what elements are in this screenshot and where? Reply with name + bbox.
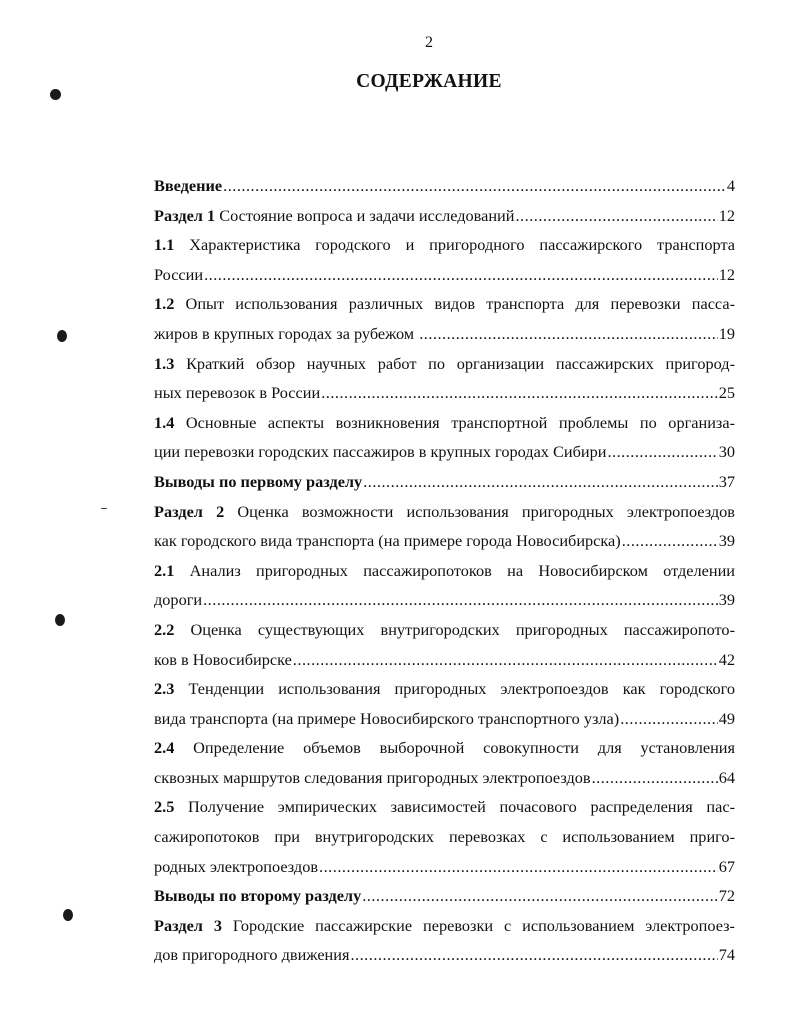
toc-leader [620,704,718,734]
toc-entry-section-1[interactable] [154,201,735,231]
toc-line [154,349,735,379]
toc-line [154,822,735,852]
toc-line [154,260,735,290]
toc-text-cont: ных перевозок в России [154,383,321,403]
toc-text: Тенденции использования пригородных электропоездов как городского [174,679,735,699]
toc-text-cont: дороги [154,590,203,610]
toc-line [154,615,735,645]
toc-leader [350,940,717,970]
toc-number: 2.4 [154,738,175,758]
toc-text: Опыт использования различных видов транспорта для перевозки пасса- [174,294,735,314]
toc-page-number: 39 [718,531,735,551]
toc-leader [204,260,718,290]
toc-line [154,408,735,438]
toc-page-number: 67 [718,856,735,876]
toc-entry-section-2[interactable] [154,497,735,556]
toc-page-number: 49 [718,708,735,728]
toc-page-number: 64 [718,767,735,787]
toc-text: Оценка возможности использования пригородных электропоездов [224,501,735,521]
toc-entry-2-4[interactable] [154,733,735,792]
toc-heading: Выводы по первому разделу [154,471,363,491]
toc-text: Основные аспекты возникновения транспортной проблемы по организа- [174,412,735,432]
toc-leader [321,378,718,408]
toc-page-number: 37 [718,471,735,491]
scan-dot [57,330,67,342]
toc-page-number: 30 [718,442,735,462]
page-number: 2 [425,34,433,51]
toc-entry-1-3[interactable] [154,349,735,408]
toc-number: 1.4 [154,412,175,432]
toc-page-number: 12 [718,205,735,225]
toc-entry-introduction[interactable] [154,171,735,201]
toc-entry-2-2[interactable] [154,615,735,674]
toc-line [154,704,735,734]
toc-text-cont: жиров в крупных городах за рубежом [154,323,419,343]
toc-leader [362,881,718,911]
toc-number: 2.3 [154,679,175,699]
toc-number: 2.2 [154,619,175,639]
toc-line [154,881,735,911]
toc-page-number: 39 [718,590,735,610]
toc-page-number: 4 [726,176,735,195]
toc-line [154,733,735,763]
toc-entry-section-3[interactable] [154,911,735,970]
toc-number: 1.1 [154,235,175,255]
toc-line [154,230,735,260]
toc-line [154,674,735,704]
toc-line [154,171,735,201]
toc-page-number: 72 [718,886,735,906]
toc-line [154,378,735,408]
toc-line [154,645,735,675]
toc-number: Раздел 3 [154,915,222,935]
toc-text-cont: ции перевозки городских пассажиров в крупных городах Сибири [154,442,607,462]
toc-line [154,911,735,941]
toc-text-cont: дов пригородного движения [154,945,350,965]
toc-line [154,497,735,527]
toc-line [154,852,735,882]
toc-entry-1-4[interactable] [154,408,735,467]
toc-text: Состояние вопроса и задачи исследований [215,205,515,225]
toc-text-cont: ков в Новосибирске [154,649,292,669]
toc-number: 2.1 [154,560,175,580]
toc-leader [622,526,718,556]
toc-number: Раздел 2 [154,501,225,521]
toc-text: Характеристика городского и пригородного пассажирского транспорта [174,235,735,255]
toc-text: Определение объемов выборочной совокупности для установления [174,738,735,758]
toc-line [154,201,735,231]
toc-leader [319,852,718,882]
toc-page-number: 25 [718,383,735,403]
toc-leader [419,319,718,349]
toc-page-number: 19 [718,323,735,343]
toc-leader [363,467,718,497]
toc-text-cont: вида транспорта (на примере Новосибирского транспортного узла) [154,708,620,728]
toc-line [154,940,735,970]
page-title: СОДЕРЖАНИЕ [356,71,502,92]
toc-heading: Выводы по второму разделу [154,886,362,906]
toc-line [154,556,735,586]
toc-text-cont: родных электропоездов [154,856,319,876]
toc-text-cont: сквозных маршрутов следования пригородных электропоездов [154,767,591,787]
toc-entry-conclusions-1[interactable] [154,467,735,497]
toc-entry-2-3[interactable] [154,674,735,733]
toc-entry-conclusions-2[interactable] [154,881,735,911]
toc-leader [203,585,718,615]
scan-mark [101,508,107,509]
toc-text: Краткий обзор научных работ по организации пассажирских пригород- [174,353,735,373]
toc-text-cont: России [154,264,204,284]
table-of-contents [154,171,735,970]
toc-line [154,792,735,822]
scan-dot [63,909,73,921]
toc-entry-1-2[interactable] [154,289,735,348]
toc-leader [293,645,718,675]
toc-line [154,289,735,319]
toc-text: Анализ пригородных пассажиропотоков на Новосибирском отделении [174,560,735,580]
toc-number: 1.2 [154,294,175,314]
toc-line [154,467,735,497]
toc-heading: Введение [154,176,223,195]
toc-line [154,319,735,349]
toc-entry-2-5[interactable] [154,792,735,881]
toc-number: Раздел 1 [154,205,216,225]
toc-line [154,585,735,615]
toc-leader [223,171,726,201]
toc-number: 2.5 [154,797,175,817]
scan-dot [55,614,65,626]
toc-number: 1.3 [154,353,175,373]
toc-page-number: 12 [718,264,735,284]
toc-line [154,437,735,467]
toc-text-cont: как городского вида транспорта (на примере города Новосибирска) [154,531,621,551]
toc-text: Оценка существующих внутригородских пригородных пассажиропото- [174,619,735,639]
toc-page-number: 74 [718,945,735,965]
toc-page-number: 42 [718,649,735,669]
scan-dot [50,89,61,100]
toc-entry-1-1[interactable] [154,230,735,289]
toc-text: Получение эмпирических зависимостей почасового распределения пас- [174,797,735,817]
toc-text: Городские пассажирские перевозки с использованием электропоез- [221,915,735,935]
toc-leader [515,201,717,231]
toc-leader [592,763,718,793]
toc-text-cont: сажиропотоков при внутригородских перевозках с использованием приго- [154,827,735,847]
toc-leader [607,437,717,467]
toc-entry-2-1[interactable] [154,556,735,615]
toc-line [154,526,735,556]
toc-line [154,763,735,793]
